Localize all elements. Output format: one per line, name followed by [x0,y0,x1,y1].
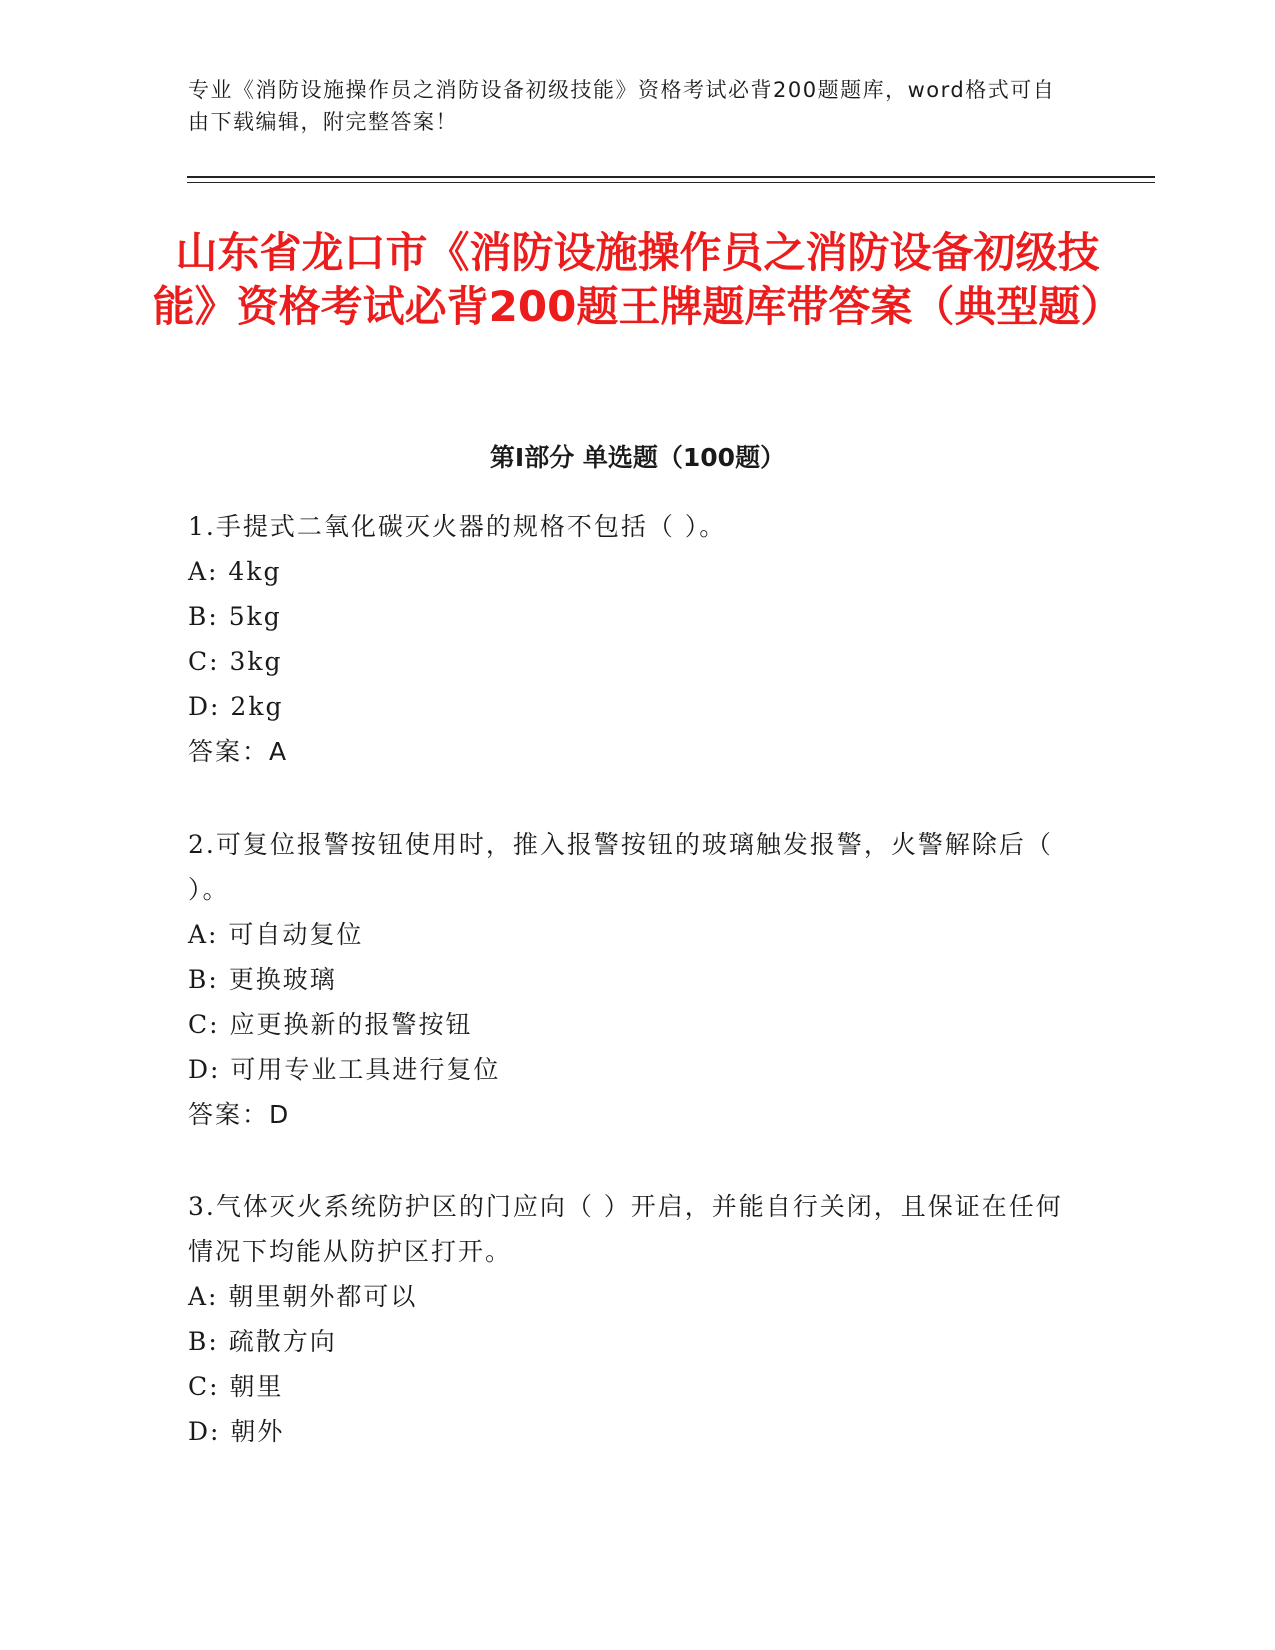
header-divider-thin [187,182,1155,183]
option-b: B: 疏散方向 [188,1327,337,1356]
document-title: 山东省龙口市《消防设施操作员之消防设备初级技能》资格考试必背200题王牌题库带答案（典型题） [152,228,1123,331]
question-stem: 3.气体灭火系统防护区的门应向（ ）开启，并能自行关闭，且保证在任何情况下均能从防护区打开。 [188,1192,1063,1266]
option-a: A: 可自动复位 [188,920,364,949]
option-a: A: 朝里朝外都可以 [188,1282,418,1311]
option-c: C: 3kg [188,647,283,676]
question-3 [188,1184,1068,1454]
option-d: D: 2kg [188,692,284,721]
option-d: D: 可用专业工具进行复位 [188,1055,501,1084]
option-c: C: 应更换新的报警按钮 [188,1010,473,1039]
header-note: 专业《消防设施操作员之消防设备初级技能》资格考试必背200题题库，word格式可自由下载编辑，附完整答案！ [188,78,1056,134]
header-divider-thick [187,176,1155,178]
option-c: C: 朝里 [188,1372,284,1401]
question-1 [188,504,1068,774]
question-stem: 1.手提式二氧化碳灭火器的规格不包括（ ）。 [188,512,727,541]
answer: 答案：D [188,1100,291,1129]
answer: 答案：A [188,737,289,766]
question-2 [188,822,1068,1137]
option-b: B: 5kg [188,602,282,631]
option-a: A: 4kg [188,557,282,586]
option-d: D: 朝外 [188,1417,285,1446]
section-heading: 第I部分 单选题（100题） [489,443,786,472]
option-b: B: 更换玻璃 [188,965,337,994]
question-stem: 2.可复位报警按钮使用时，推入报警按钮的玻璃触发报警，火警解除后（ ）。 [188,830,1053,904]
